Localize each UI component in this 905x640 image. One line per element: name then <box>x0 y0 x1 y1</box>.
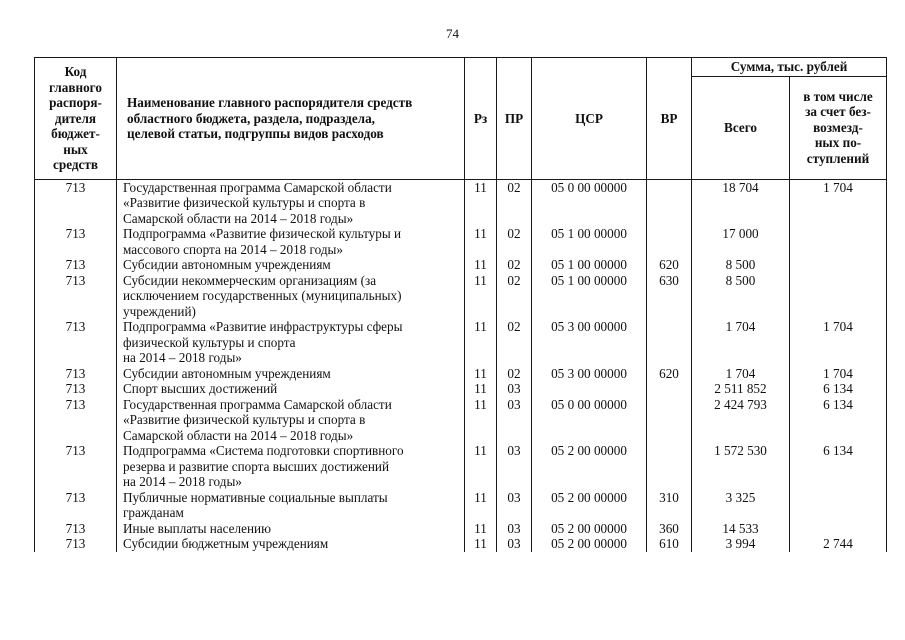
row-name-line: физической культуры и спорта <box>123 334 296 350</box>
table-row <box>35 490 887 521</box>
cell-rz: 11 <box>465 490 497 521</box>
row-name-line: Государственная программа Самарской области <box>123 396 392 412</box>
cell-csr: 05 2 00 00000 <box>532 443 647 490</box>
cell-rz: 11 <box>465 273 497 320</box>
table-row <box>35 273 887 320</box>
cell-total: 2 424 793 <box>692 397 790 444</box>
cell-total: 8 500 <box>692 257 790 273</box>
row-name-line: массового спорта на 2014 – 2018 годы» <box>123 241 344 257</box>
row-name-line: учреждений) <box>123 303 196 319</box>
cell-name <box>117 366 465 382</box>
table-row <box>35 366 887 382</box>
cell-name <box>117 319 465 366</box>
cell-vr: 620 <box>647 366 692 382</box>
cell-pr: 03 <box>497 490 532 521</box>
cell-free <box>790 521 887 537</box>
header-csr: ЦСР <box>532 58 647 180</box>
cell-csr: 05 3 00 00000 <box>532 319 647 366</box>
cell-code: 713 <box>35 397 117 444</box>
row-name-line: на 2014 – 2018 годы» <box>123 350 242 365</box>
header-free-line: возмезд- <box>813 119 863 135</box>
table-row <box>35 257 887 273</box>
header-code-line: главного <box>49 79 102 95</box>
cell-rz: 11 <box>465 443 497 490</box>
cell-rz: 11 <box>465 381 497 397</box>
row-name-line: Подпрограмма «Система подготовки спортивного <box>123 443 404 458</box>
header-code-line: дителя <box>54 110 97 126</box>
cell-pr: 03 <box>497 381 532 397</box>
cell-vr <box>647 319 692 366</box>
cell-free: 1 704 <box>790 366 887 382</box>
cell-free <box>790 226 887 257</box>
header-name-lines <box>127 95 462 142</box>
header-name-line: целевой статьи, подгруппы видов расходов <box>127 126 384 141</box>
cell-rz: 11 <box>465 536 497 552</box>
cell-code: 713 <box>35 319 117 366</box>
header-code-line: бюджет- <box>51 126 100 141</box>
row-name-line: Самарской области на 2014 – 2018 годы» <box>123 427 354 443</box>
cell-vr: 620 <box>647 257 692 273</box>
cell-name <box>117 257 465 273</box>
header-code-line: ных <box>63 141 88 157</box>
cell-total: 1 572 530 <box>692 443 790 490</box>
cell-total: 1 704 <box>692 366 790 382</box>
table-row <box>35 397 887 444</box>
cell-csr: 05 0 00 00000 <box>532 179 647 226</box>
cell-vr <box>647 226 692 257</box>
cell-code: 713 <box>35 179 117 226</box>
cell-free: 6 134 <box>790 397 887 444</box>
cell-pr: 02 <box>497 226 532 257</box>
cell-pr: 02 <box>497 366 532 382</box>
cell-total: 18 704 <box>692 179 790 226</box>
row-name-line: Публичные нормативные социальные выплаты <box>123 489 388 505</box>
row-name-line: исключением государственных (муниципальных) <box>123 288 402 303</box>
table-row <box>35 226 887 257</box>
cell-free: 1 704 <box>790 179 887 226</box>
cell-code: 713 <box>35 536 117 552</box>
cell-code: 713 <box>35 381 117 397</box>
cell-free: 1 704 <box>790 319 887 366</box>
cell-pr: 03 <box>497 443 532 490</box>
table-row <box>35 179 887 226</box>
header-vr: ВР <box>647 58 692 180</box>
header-rz: Рз <box>465 58 497 180</box>
row-name-line: Субсидии бюджетным учреждениям <box>123 536 329 551</box>
row-name-line: резерва и развитие спорта высших достижений <box>123 458 390 474</box>
header-free-line: за счет без- <box>805 104 871 120</box>
table-row <box>35 536 887 552</box>
header-pr: ПР <box>497 58 532 180</box>
cell-code: 713 <box>35 226 117 257</box>
row-name-line: Субсидии некоммерческим организациям (за <box>123 272 377 288</box>
row-name-line: Субсидии автономным учреждениям <box>123 257 331 272</box>
cell-name <box>117 226 465 257</box>
cell-csr <box>532 381 647 397</box>
cell-pr: 03 <box>497 536 532 552</box>
cell-name <box>117 536 465 552</box>
cell-csr: 05 2 00 00000 <box>532 490 647 521</box>
cell-free <box>790 490 887 521</box>
header-code-line: средств <box>53 157 98 172</box>
cell-total: 8 500 <box>692 273 790 320</box>
row-name-line: гражданам <box>123 505 184 520</box>
row-name-line: Подпрограмма «Развитие инфраструктуры сферы <box>123 319 403 334</box>
row-name-line: Иные выплаты населению <box>123 520 271 536</box>
row-name-line: Подпрограмма «Развитие физической культуры и <box>123 226 402 241</box>
budget-table <box>34 57 887 552</box>
cell-vr: 610 <box>647 536 692 552</box>
table-row <box>35 381 887 397</box>
table-body <box>35 179 887 552</box>
cell-csr: 05 1 00 00000 <box>532 273 647 320</box>
cell-name <box>117 273 465 320</box>
cell-csr: 05 2 00 00000 <box>532 521 647 537</box>
header-free-line: в том числе <box>803 88 873 104</box>
row-name-line: «Развитие физической культуры и спорта в <box>123 195 366 210</box>
cell-code: 713 <box>35 521 117 537</box>
cell-total: 2 511 852 <box>692 381 790 397</box>
cell-name <box>117 179 465 226</box>
header-code-lines <box>37 64 114 173</box>
row-name-line: Государственная программа Самарской области <box>123 179 392 195</box>
header-name-line: Наименование главного распорядителя средств <box>127 95 413 110</box>
cell-total: 17 000 <box>692 226 790 257</box>
cell-vr <box>647 381 692 397</box>
row-name-line: Спорт высших достижений <box>123 381 278 396</box>
cell-rz: 11 <box>465 319 497 366</box>
header-name-line: областного бюджета, раздела, подраздела, <box>127 110 375 126</box>
cell-name <box>117 381 465 397</box>
cell-pr: 03 <box>497 397 532 444</box>
row-name-line: «Развитие физической культуры и спорта в <box>123 412 366 427</box>
cell-name <box>117 521 465 537</box>
cell-csr: 05 0 00 00000 <box>532 397 647 444</box>
cell-rz: 11 <box>465 366 497 382</box>
cell-csr: 05 1 00 00000 <box>532 257 647 273</box>
cell-total: 3 325 <box>692 490 790 521</box>
page-number: 74 <box>446 26 459 41</box>
header-free-line: ступлений <box>806 150 870 166</box>
cell-code: 713 <box>35 366 117 382</box>
cell-pr: 03 <box>497 521 532 537</box>
cell-vr: 630 <box>647 273 692 320</box>
cell-total: 1 704 <box>692 319 790 366</box>
cell-rz: 11 <box>465 257 497 273</box>
row-name-line: Субсидии автономным учреждениям <box>123 365 331 381</box>
header-code-line: распоря- <box>49 95 102 110</box>
cell-code: 713 <box>35 257 117 273</box>
header-name <box>117 58 465 180</box>
cell-csr: 05 1 00 00000 <box>532 226 647 257</box>
row-name-line: на 2014 – 2018 годы» <box>123 474 242 489</box>
header-sum: Сумма, тыс. рублей <box>692 58 887 77</box>
cell-name <box>117 443 465 490</box>
header-free-line: ных по- <box>814 135 862 151</box>
cell-code: 713 <box>35 490 117 521</box>
cell-pr: 02 <box>497 257 532 273</box>
cell-pr: 02 <box>497 273 532 320</box>
row-name-line: Самарской области на 2014 – 2018 годы» <box>123 210 354 226</box>
cell-code: 713 <box>35 443 117 490</box>
header-total: Всего <box>692 76 790 179</box>
cell-vr <box>647 397 692 444</box>
cell-name <box>117 490 465 521</box>
cell-vr: 360 <box>647 521 692 537</box>
table-row <box>35 521 887 537</box>
cell-rz: 11 <box>465 179 497 226</box>
cell-vr: 310 <box>647 490 692 521</box>
cell-free: 2 744 <box>790 536 887 552</box>
cell-rz: 11 <box>465 397 497 444</box>
cell-rz: 11 <box>465 226 497 257</box>
cell-free <box>790 273 887 320</box>
cell-vr <box>647 179 692 226</box>
table-row <box>35 319 887 366</box>
cell-rz: 11 <box>465 521 497 537</box>
cell-free: 6 134 <box>790 443 887 490</box>
cell-csr: 05 2 00 00000 <box>532 536 647 552</box>
table-row <box>35 443 887 490</box>
header-code-line: Код <box>64 64 87 79</box>
header-free <box>790 76 887 179</box>
header-code <box>35 58 117 180</box>
cell-free <box>790 257 887 273</box>
cell-pr: 02 <box>497 319 532 366</box>
cell-free: 6 134 <box>790 381 887 397</box>
cell-csr: 05 3 00 00000 <box>532 366 647 382</box>
header-free-lines <box>792 89 884 167</box>
cell-vr <box>647 443 692 490</box>
cell-pr: 02 <box>497 179 532 226</box>
cell-code: 713 <box>35 273 117 320</box>
cell-total: 14 533 <box>692 521 790 537</box>
cell-name <box>117 397 465 444</box>
cell-total: 3 994 <box>692 536 790 552</box>
